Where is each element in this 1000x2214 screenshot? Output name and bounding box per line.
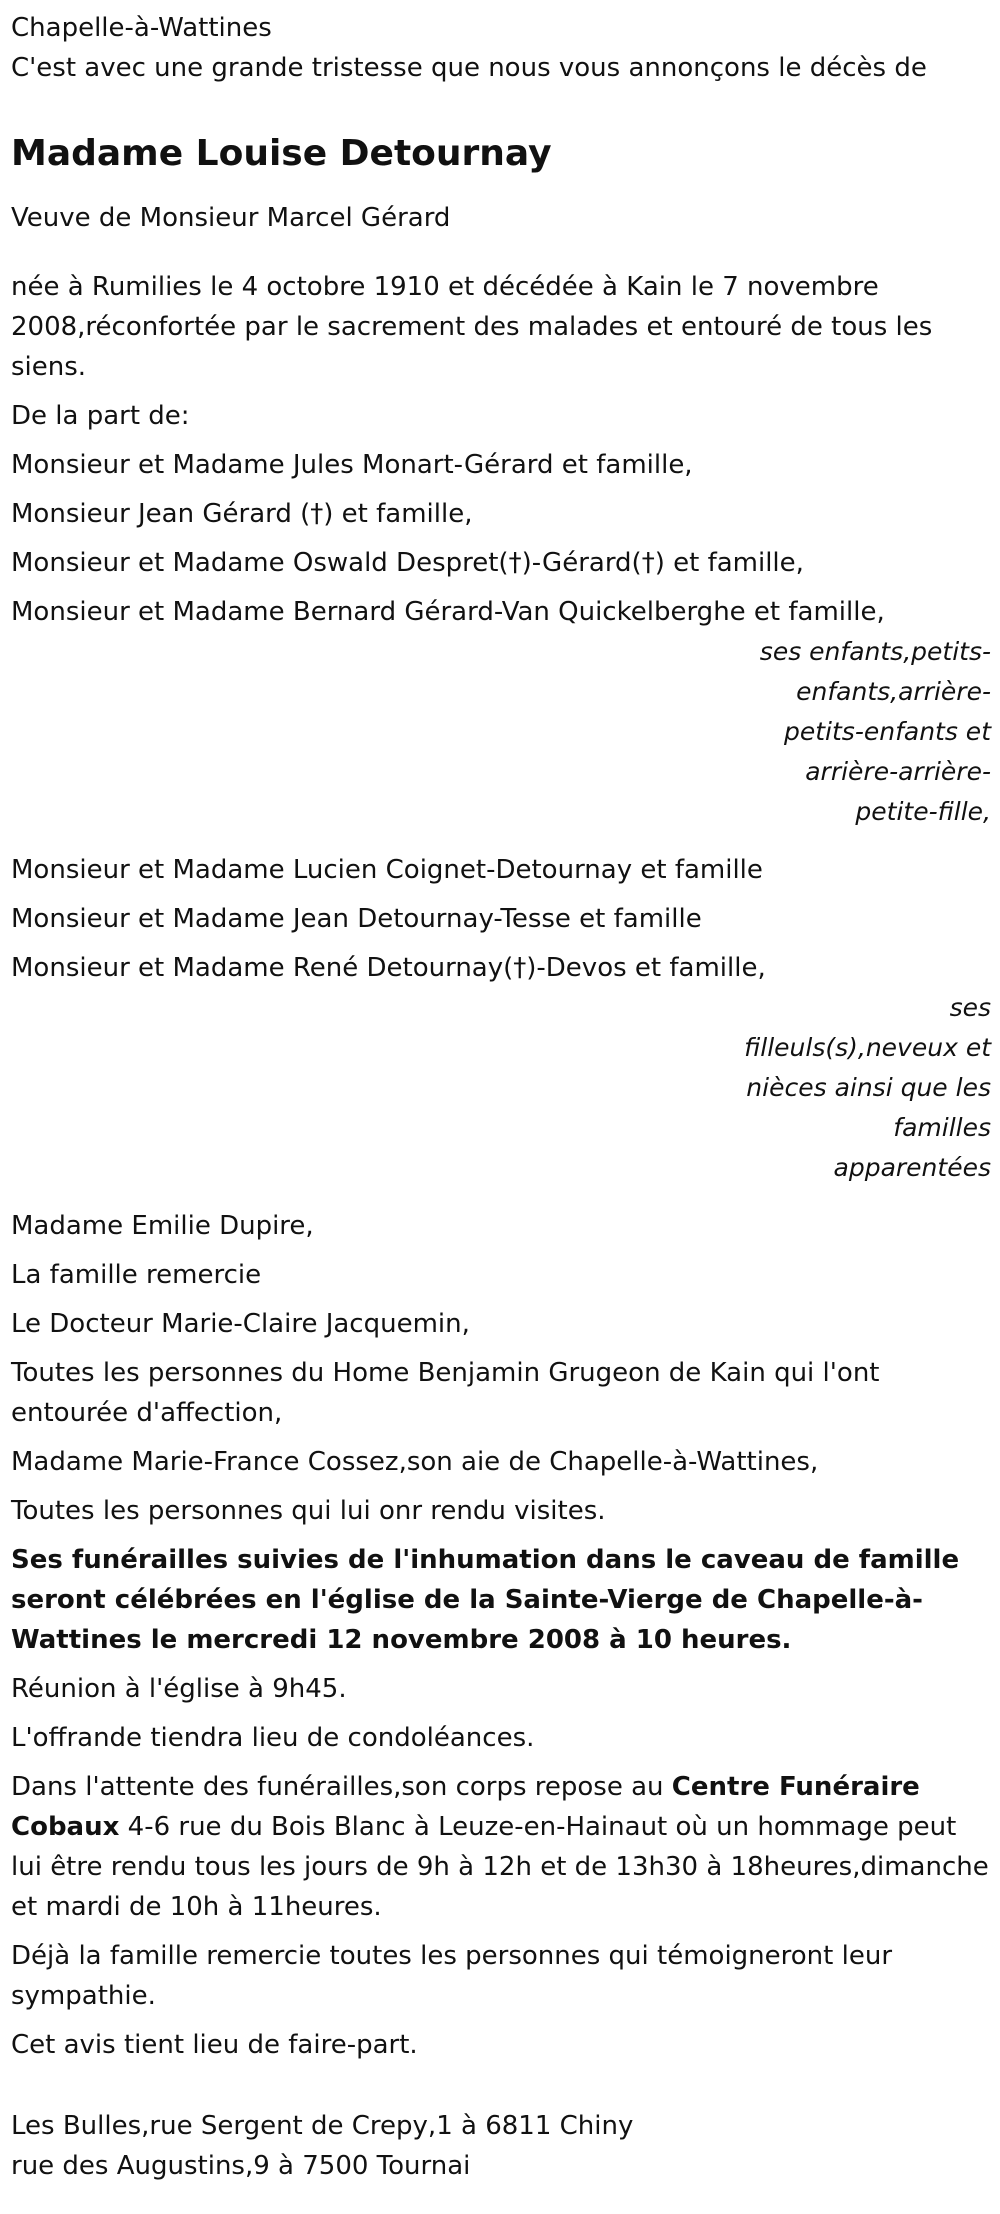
other-line: Madame Marie-France Cossez,son aie de Chapelle-à-Wattines, — [11, 1447, 819, 1477]
birth-death-text: née à Rumilies le 4 octobre 1910 et décédée à Kain le 7 novembre 2008,réconfortée par le sacrement des malades et entouré de tous les siens. — [11, 272, 933, 382]
repose-text — [11, 1767, 991, 1927]
role-line: petite-fille, — [855, 797, 991, 826]
deceased-name: Madame Louise Detournay — [11, 133, 552, 174]
role-line: nièces ainsi que les — [746, 1073, 991, 1102]
relatives-role — [11, 988, 991, 1188]
children-line: Monsieur Jean Gérard (†) et famille, — [11, 499, 473, 529]
intro-text: C'est avec une grande tristesse que nous vous annonçons le décès de — [11, 53, 927, 83]
children-line: Monsieur et Madame Jules Monart-Gérard et famille, — [11, 450, 693, 480]
obituary-notice — [11, 8, 991, 2186]
role-line: arrière-arrière- — [805, 757, 991, 786]
from-label: De la part de: — [11, 401, 190, 431]
role-line: ses enfants,petits- — [759, 637, 991, 666]
other-line: Toutes les personnes qui lui onr rendu visites. — [11, 1496, 606, 1526]
other-line: Madame Emilie Dupire, — [11, 1211, 314, 1241]
relatives-line: Monsieur et Madame Jean Detournay-Tesse et famille — [11, 904, 702, 934]
role-line: ses — [949, 993, 991, 1022]
meeting-text: Réunion à l'église à 9h45. — [11, 1674, 347, 1704]
children-line: Monsieur et Madame Bernard Gérard-Van Quickelberghe et famille, — [11, 597, 885, 627]
location: Chapelle-à-Wattines — [11, 13, 272, 43]
funeral-text: Ses funérailles suivies de l'inhumation dans le caveau de famille seront célébrées en l'église de la Sainte-Vierge de Chapelle-à-Wattines le mercredi 12 novembre 2008 à 10 heures. — [11, 1545, 960, 1655]
address-line: Les Bulles,rue Sergent de Crepy,1 à 6811 Chiny — [11, 2111, 634, 2141]
role-line: petits-enfants et — [784, 717, 991, 746]
children-line: Monsieur et Madame Oswald Despret(†)-Gérard(†) et famille, — [11, 548, 804, 578]
funeral-center-name: Centre Funéraire Cobaux — [11, 1772, 920, 1842]
other-line: Toutes les personnes du Home Benjamin Grugeon de Kain qui l'ont entourée d'affection, — [11, 1358, 880, 1428]
relatives-line: Monsieur et Madame Lucien Coignet-Detournay et famille — [11, 855, 763, 885]
role-line: apparentées — [833, 1153, 991, 1182]
role-line: filleuls(s),neveux et — [744, 1033, 991, 1062]
repose-before: Dans l'attente des funérailles,son corps repose au — [11, 1772, 672, 1802]
other-line: La famille remercie — [11, 1260, 262, 1290]
repose-after: 4-6 rue du Bois Blanc à Leuze-en-Hainaut où un hommage peut lui être rendu tous les jours de 9h à 12h et de 13h30 à 18heures,dimanche et mardi de 10h à 11heures. — [11, 1812, 989, 1922]
role-line: enfants,arrière- — [796, 677, 991, 706]
relatives-line: Monsieur et Madame René Detournay(†)-Devos et famille, — [11, 953, 766, 983]
spouse-line: Veuve de Monsieur Marcel Gérard — [11, 203, 451, 233]
role-line: familles — [893, 1113, 991, 1142]
address-line: rue des Augustins,9 à 7500 Tournai — [11, 2151, 471, 2181]
other-line: Le Docteur Marie-Claire Jacquemin, — [11, 1309, 470, 1339]
notice-text: Cet avis tient lieu de faire-part. — [11, 2030, 418, 2060]
offering-text: L'offrande tiendra lieu de condoléances. — [11, 1723, 535, 1753]
children-role — [11, 632, 991, 832]
thanks-text: Déjà la famille remercie toutes les personnes qui témoigneront leur sympathie. — [11, 1941, 893, 2011]
